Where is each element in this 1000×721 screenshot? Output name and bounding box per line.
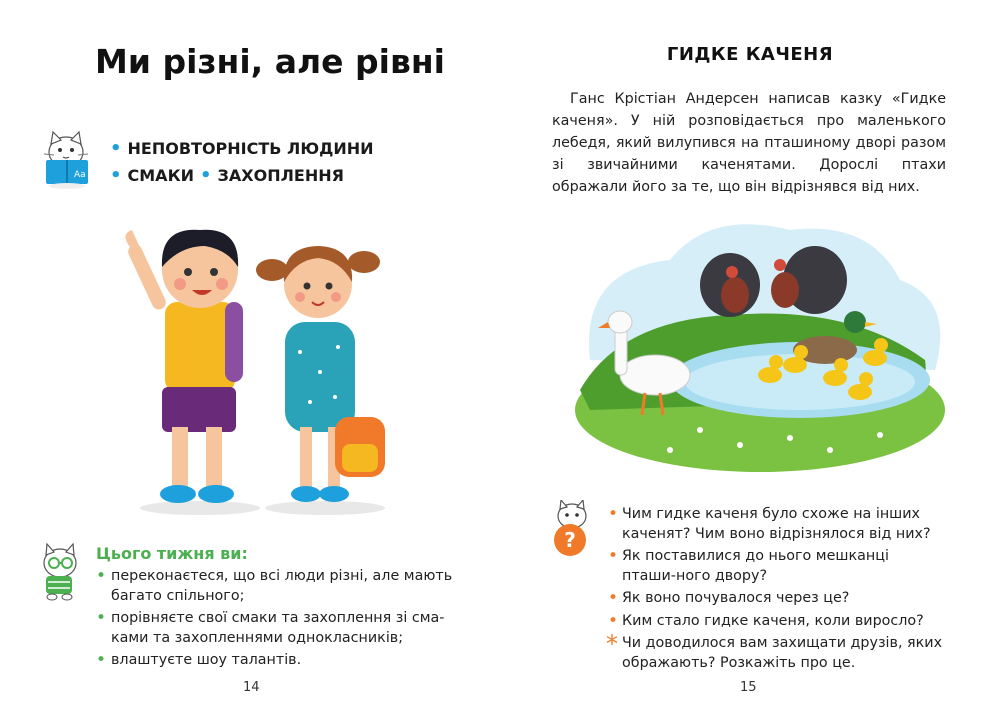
list-item: • Чим гидке каченя було схоже на інших каченят? Чим воно відрізнялося від них? <box>608 505 946 544</box>
topic-line-1: • НЕПОВТОРНІСТЬ ЛЮДИНИ <box>110 138 374 159</box>
bullet-icon: • <box>200 165 212 186</box>
story-title: ГИДКЕ КАЧЕНЯ <box>666 44 834 65</box>
week-goals-list <box>96 567 456 674</box>
page-title: Ми різні, але рівні <box>95 42 445 81</box>
page-number: 14 <box>243 680 260 695</box>
children-illustration <box>110 222 400 522</box>
bullet-icon: • <box>110 138 122 159</box>
svg-text:Аа: Аа <box>74 170 86 180</box>
questions-list <box>608 505 946 676</box>
pond-scene-illustration <box>560 210 945 480</box>
page-number: 15 <box>740 680 757 695</box>
bullet-icon: • <box>110 165 122 186</box>
svg-text:?: ? <box>564 528 576 552</box>
topics-list <box>110 135 374 189</box>
topic-line-2: • СМАКИ • ЗАХОПЛЕННЯ <box>110 165 344 186</box>
cat-with-glasses-icon <box>30 543 90 601</box>
list-item-starred: * Чи доводилося вам захищати друзів, яких ображають? Розкажіть про це. <box>608 634 946 673</box>
list-item: • влаштуєте шоу талантів. <box>96 651 456 671</box>
reading-cat-icon <box>38 130 100 190</box>
week-goals-title: Цього тижня ви: <box>96 544 248 563</box>
list-item: • Як поставилися до нього мешканці пташи-ного двору? <box>608 547 946 586</box>
story-intro: Ганс Крістіан Андерсен написав казку «Гидке каченя». У ній розповідається про маленького лебедя, який вилупився на пташиному дворі разом зі звичайними каченятами. Дорослі птахи ображали його за те, що він відрізнявся від них. <box>552 91 946 195</box>
list-item: • Як воно почувалося через це? <box>608 589 946 609</box>
right-page <box>500 0 1000 721</box>
list-item: • переконаєтеся, що всі люди різні, але мають багато спільного; <box>96 567 456 606</box>
list-item: • порівняєте свої смаки та захоплення зі сма-ками та захопленнями однокласників; <box>96 609 456 648</box>
question-cat-icon <box>548 500 600 558</box>
list-item: • Ким стало гидке каченя, коли виросло? <box>608 612 946 632</box>
